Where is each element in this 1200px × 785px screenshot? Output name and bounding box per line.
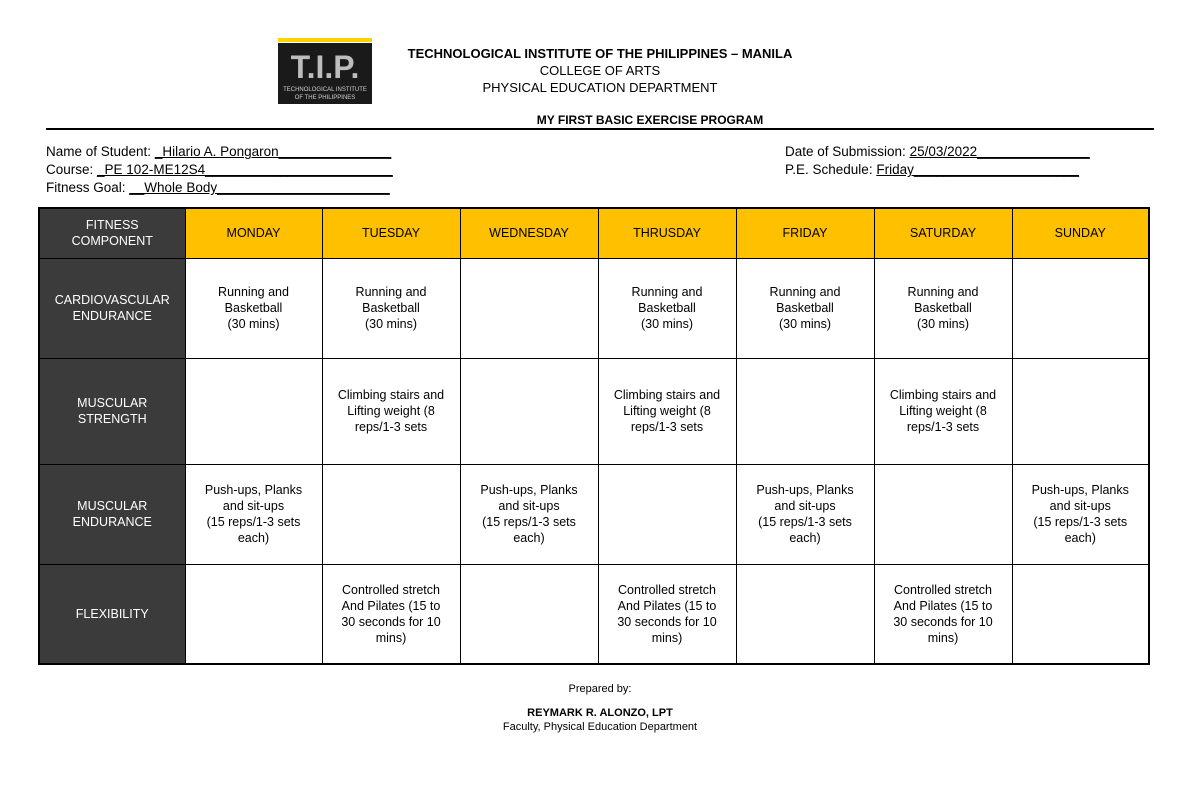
activity-cell [185, 564, 322, 664]
fitness-component-cell [39, 464, 185, 564]
pe-schedule-label: P.E. Schedule: [785, 162, 877, 177]
cell-text-line: 30 seconds for 10 [893, 614, 993, 629]
day-header-wednesday: WEDNESDAY [460, 208, 598, 258]
cell-text-line: Push-ups, Planks [204, 483, 303, 497]
cell-text-line: (30 mins) [227, 317, 280, 331]
fitness-goal-value: __Whole Body_______________________ [129, 180, 390, 195]
activity-cell [1012, 358, 1149, 464]
cell-text-line: Push-ups, Planks [1031, 483, 1129, 497]
cell-text-line: Controlled stretch [894, 582, 992, 597]
cell-text-line: And Pilates (15 to [893, 598, 993, 613]
day-header-monday: MONDAY [185, 208, 322, 258]
activity-cell [598, 464, 736, 564]
cell-text-line: FITNESS [85, 218, 139, 233]
cell-text-line: (30 mins) [916, 317, 970, 331]
activity-cell [460, 358, 598, 464]
course-value: _PE 102-ME12S4_________________________ [97, 162, 393, 177]
cell-text-line: (30 mins) [778, 317, 832, 331]
day-header-sunday: SUNDAY [1012, 208, 1149, 258]
activity-cell [1012, 464, 1149, 564]
cell-text-line: Push-ups, Planks [756, 483, 854, 497]
cell-text-line: Running and [907, 285, 979, 299]
cell-text-line: (15 reps/1-3 sets [1033, 515, 1128, 529]
cell-text-line: Running and [355, 285, 427, 299]
table-row [39, 358, 1149, 464]
cell-text-line: MUSCULAR [77, 499, 148, 513]
fitness-component-cell [39, 358, 185, 464]
header-divider [46, 128, 1154, 130]
table-row [39, 258, 1149, 358]
cell-text-line: CARDIOVASCULAR [54, 293, 170, 307]
cell-text-line: and sit-ups [498, 499, 560, 513]
course-label: Course: [46, 162, 98, 177]
cell-text-line: mins) [375, 630, 407, 645]
cell-text-line: each) [513, 531, 545, 545]
day-header-friday: FRIDAY [736, 208, 874, 258]
logo-mark: T.I.P. [290, 49, 360, 85]
student-name-label: Name of Student: [46, 144, 155, 159]
cell-text-line: Basketball [224, 301, 283, 315]
cell-text-line: Climbing stairs and [337, 388, 445, 402]
cell-text-line: STRENGTH [77, 412, 147, 426]
activity-cell [1012, 564, 1149, 664]
table-header-row [39, 208, 1149, 258]
activity-cell [874, 358, 1012, 464]
cell-text-line: reps/1-3 sets [354, 420, 428, 434]
submission-date-value: 25/03/2022_______________ [909, 144, 1090, 159]
activity-cell [874, 464, 1012, 564]
activity-cell [598, 564, 736, 664]
activity-cell [736, 464, 874, 564]
cell-text-line: (30 mins) [364, 317, 418, 331]
student-name-value: _Hilario A. Pongaron_______________ [154, 144, 392, 159]
fitness-goal-field [46, 179, 390, 196]
cell-text-line: each) [789, 531, 821, 545]
cell-text-line: Lifting weight (8 [899, 404, 987, 418]
cell-text-line: reps/1-3 sets [630, 420, 704, 434]
activity-cell [322, 358, 460, 464]
cell-text-line: (15 reps/1-3 sets [206, 515, 301, 529]
fitness-goal-label: Fitness Goal: [46, 180, 130, 195]
cell-text-line: Basketball [776, 301, 834, 315]
activity-cell [322, 464, 460, 564]
activity-cell [460, 464, 598, 564]
activity-cell [736, 258, 874, 358]
cell-text-line: And Pilates (15 to [617, 598, 717, 613]
pe-schedule-field [785, 161, 1079, 178]
cell-text-line: 30 seconds for 10 [617, 614, 717, 629]
cell-text-line: (15 reps/1-3 sets [758, 515, 852, 529]
cell-text-line: Basketball [638, 301, 696, 315]
cell-text-line: ENDURANCE [72, 309, 152, 323]
logo-caption-line2: OF THE PHILIPPINES [294, 95, 356, 101]
cell-text-line: (15 reps/1-3 sets [482, 515, 576, 529]
cell-text-line: Lifting weight (8 [623, 404, 711, 418]
fitness-component-header [39, 208, 185, 258]
cell-text-line: mins) [651, 630, 683, 645]
logo-top-bar [278, 38, 372, 42]
cell-text-line: and sit-ups [222, 499, 285, 513]
day-header-tuesday: TUESDAY [322, 208, 460, 258]
pe-schedule-value: Friday______________________ [876, 162, 1080, 177]
cell-text-line: 30 seconds for 10 [341, 614, 441, 629]
cell-text-line: Lifting weight (8 [347, 404, 435, 418]
institution-name: TECHNOLOGICAL INSTITUTE OF THE PHILIPPINES – MANILA [407, 46, 793, 61]
cell-text-line: reps/1-3 sets [906, 420, 980, 434]
cell-text-line: each) [237, 531, 270, 545]
activity-cell [460, 564, 598, 664]
activity-cell [736, 358, 874, 464]
activity-cell [598, 358, 736, 464]
logo-caption-line1: TECHNOLOGICAL INSTITUTE [283, 87, 367, 93]
cell-text-line: Running and [218, 285, 289, 299]
program-title: MY FIRST BASIC EXERCISE PROGRAM [536, 113, 764, 127]
activity-cell [322, 564, 460, 664]
table-row [39, 564, 1149, 664]
cell-text-line: FLEXIBILITY [75, 606, 149, 621]
submission-date-field [785, 143, 1090, 160]
activity-cell [460, 258, 598, 358]
cell-text-line: MUSCULAR [77, 396, 148, 410]
activity-cell [185, 358, 322, 464]
cell-text-line: and sit-ups [774, 499, 836, 513]
exercise-program-table [38, 207, 1150, 665]
activity-cell [874, 564, 1012, 664]
cell-text-line: Controlled stretch [342, 582, 440, 597]
activity-cell [322, 258, 460, 358]
student-name-field [46, 143, 391, 160]
activity-cell [1012, 258, 1149, 358]
cell-text-line: Running and [631, 285, 703, 299]
cell-text-line: mins) [927, 630, 959, 645]
fitness-component-cell [39, 258, 185, 358]
submission-date-label: Date of Submission: [785, 144, 910, 159]
prepared-by-label: Prepared by: [568, 683, 632, 695]
activity-cell [598, 258, 736, 358]
cell-text-line: Running and [769, 285, 841, 299]
preparer-name: REYMARK R. ALONZO, LPT [527, 707, 673, 719]
activity-cell [874, 258, 1012, 358]
department-name: PHYSICAL EDUCATION DEPARTMENT [482, 80, 718, 95]
cell-text-line: Push-ups, Planks [480, 483, 578, 497]
cell-text-line: Climbing stairs and [613, 388, 721, 402]
cell-text-line: ENDURANCE [72, 515, 152, 529]
cell-text-line: Controlled stretch [618, 582, 716, 597]
college-name: COLLEGE OF ARTS [539, 63, 661, 78]
cell-text-line: Climbing stairs and [889, 388, 997, 402]
cell-text-line: Basketball [914, 301, 972, 315]
activity-cell [185, 464, 322, 564]
course-field [46, 161, 393, 178]
fitness-component-cell [39, 564, 185, 664]
activity-cell [185, 258, 322, 358]
cell-text-line: and sit-ups [1049, 499, 1111, 513]
preparer-role: Faculty, Physical Education Department [502, 721, 698, 733]
cell-text-line: And Pilates (15 to [341, 598, 441, 613]
tip-logo [278, 38, 372, 104]
day-header-saturday: SATURDAY [874, 208, 1012, 258]
table-row [39, 464, 1149, 564]
cell-text-line: COMPONENT [71, 234, 153, 249]
activity-cell [736, 564, 874, 664]
cell-text-line: (30 mins) [640, 317, 694, 331]
day-header-thrusday: THRUSDAY [598, 208, 736, 258]
cell-text-line: Basketball [362, 301, 420, 315]
cell-text-line: each) [1064, 531, 1096, 545]
